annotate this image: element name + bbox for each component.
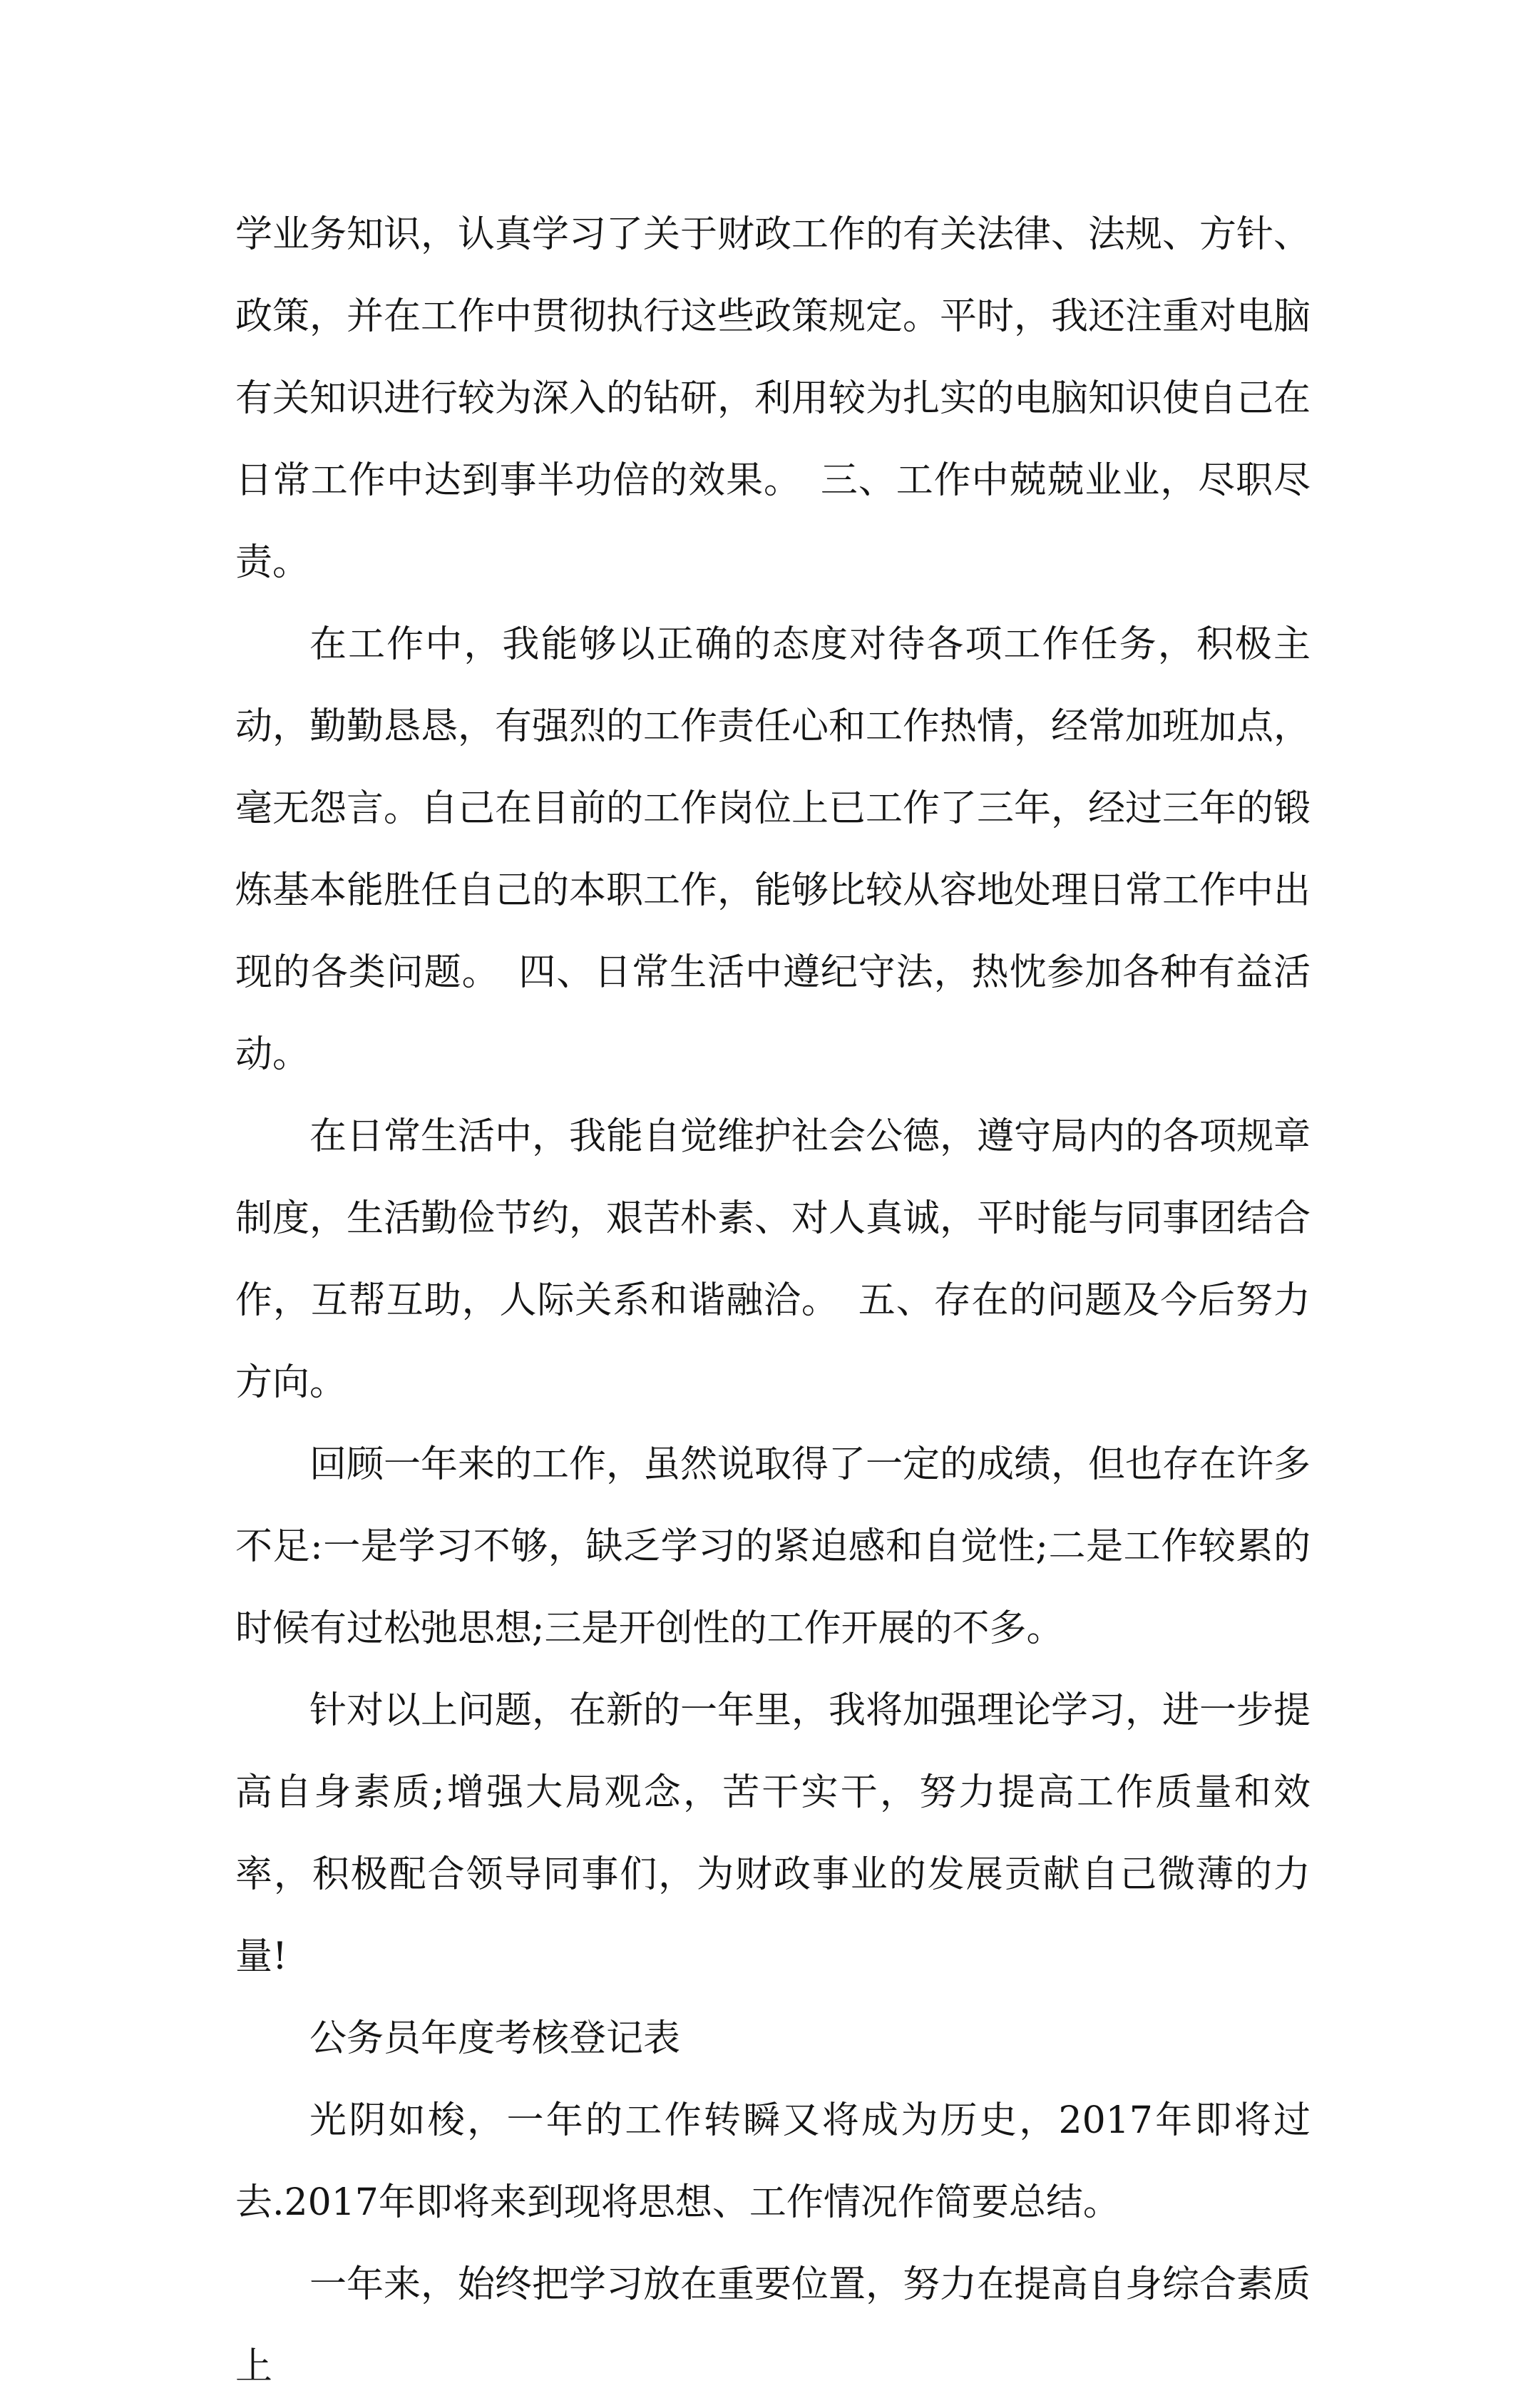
paragraph-6: 光阴如梭，一年的工作转瞬又将成为历史，2017年即将过去.2017年即将来到现将思想、工作情况作简要总结。	[235, 2099, 1311, 2224]
paragraph-4: 回顾一年来的工作，虽然说取得了一定的成绩，但也存在许多不足:一是学习不够，缺乏学习的紧迫感和自觉性;二是工作较累的时候有过松弛思想;三是开创性的工作开展的不多。	[235, 1443, 1311, 1650]
paragraph-5: 针对以上问题，在新的一年里，我将加强理论学习，进一步提高自身素质;增强大局观念，苦干实干，努力提高工作质量和效率，积极配合领导同事们，为财政事业的发展贡献自己微薄的力量!	[235, 1689, 1311, 1978]
section-heading: 公务员年度考核登记表	[309, 2017, 681, 2060]
document-body	[235, 194, 1311, 2408]
paragraph-1: 学业务知识，认真学习了关于财政工作的有关法律、法规、方针、政策，并在工作中贯彻执行这些政策规定。平时，我还注重对电脑有关知识进行较为深入的钻研，利用较为扎实的电脑知识使自己在日常工作中达到事半功倍的效果。 三、工作中兢兢业业，尽职尽责。	[235, 213, 1311, 584]
paragraph-2: 在工作中，我能够以正确的态度对待各项工作任务，积极主动，勤勤恳恳，有强烈的工作责任心和工作热情，经常加班加点，毫无怨言。自己在目前的工作岗位上已工作了三年，经过三年的锻炼基本能胜任自己的本职工作，能够比较从容地处理日常工作中出现的各类问题。 四、日常生活中遵纪守法，热忱参加各种有益活动。	[235, 623, 1311, 1076]
paragraph-3: 在日常生活中，我能自觉维护社会公德，遵守局内的各项规章制度，生活勤俭节约，艰苦朴素、对人真诚，平时能与同事团结合作，互帮互助，人际关系和谐融洽。 五、存在的问题及今后努力方向。	[235, 1115, 1311, 1404]
paragraph-7: 一年来，始终把学习放在重要位置，努力在提高自身综合素质上	[235, 2263, 1311, 2388]
